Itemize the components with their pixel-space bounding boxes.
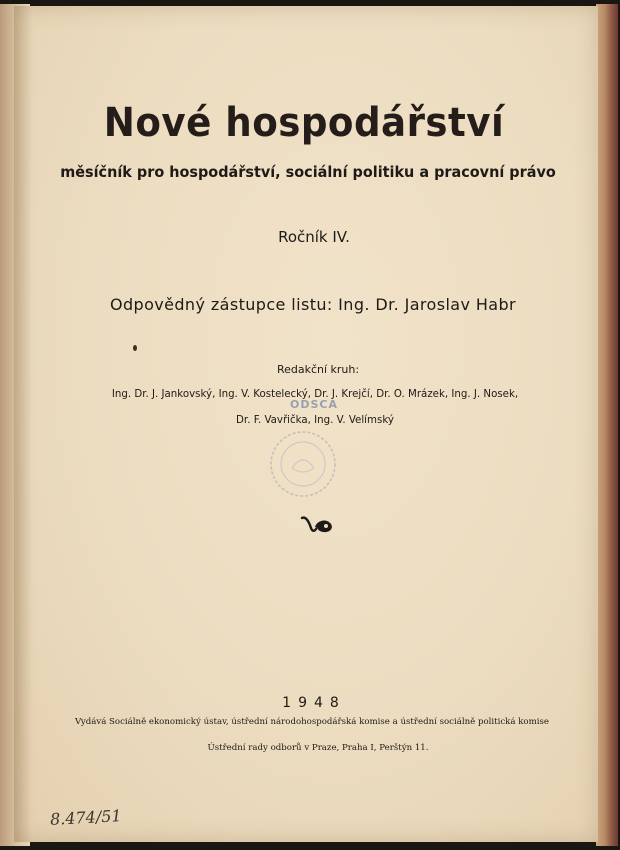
library-stamp-text: ODSCA (290, 398, 338, 411)
responsible-editor: Odpovědný zástupce listu: Ing. Dr. Jaroslav Habr (109, 295, 517, 314)
editorial-board-members-line1: Ing. Dr. J. Jankovský, Ing. V. Kostelecký, Dr. J. Krejčí, Dr. O. Mrázek, Ing. J. Nosek, (111, 387, 519, 400)
publication-year: 1948 (282, 695, 346, 711)
ink-speck (133, 345, 137, 351)
editorial-board-label: Redakční kruh: (276, 363, 360, 376)
handwritten-shelf-number: 8.474/51 (49, 806, 123, 829)
journal-subtitle: měsíčník pro hospodářství, sociální politiku a pracovní právo (60, 163, 556, 181)
volume-label: Ročník IV. (278, 228, 350, 246)
publisher-line1: Vydává Sociálně ekonomický ústav, ústřední národohospodářská komise a ústřední sociálně politická komise (75, 717, 549, 727)
journal-title: Nové hospodářství (103, 100, 505, 146)
library-stamp-icon (262, 428, 344, 500)
publisher-line2: Ústřední rady odborů v Praze, Praha I, Perštýn 11. (207, 743, 429, 753)
editorial-board-members-line2: Dr. F. Vavřička, Ing. V. Velímský (236, 413, 394, 426)
publisher-ornament-icon (300, 512, 336, 536)
